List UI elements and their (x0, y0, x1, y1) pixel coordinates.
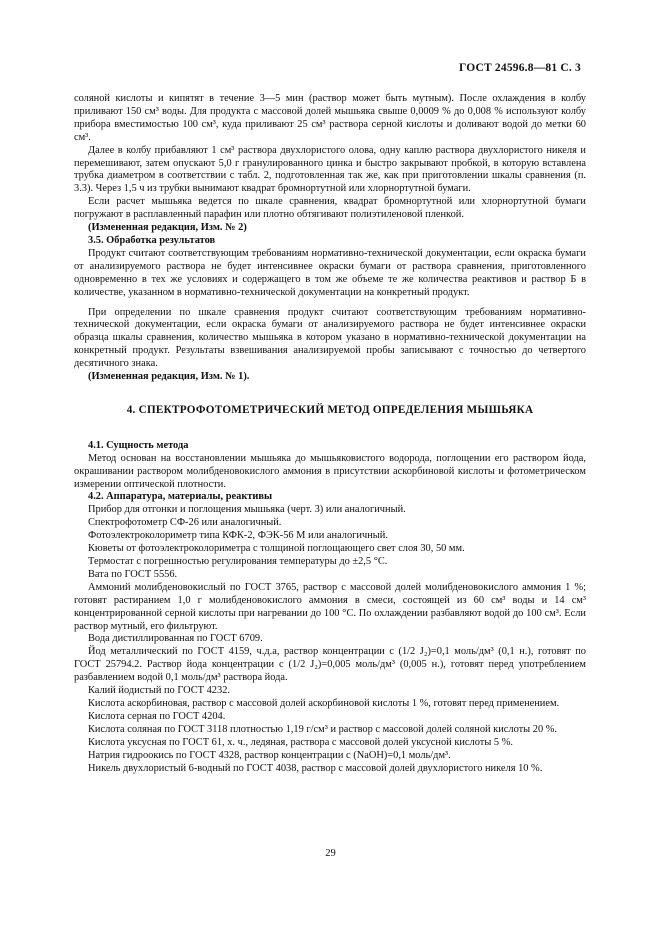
section-title: 4. СПЕКТРОФОТОМЕТРИЧЕСКИЙ МЕТОД ОПРЕДЕЛЕНИЯ МЫШЬЯКА (126, 403, 534, 416)
subheading: 4.1. Сущность метода (88, 439, 189, 451)
paragraph: Если расчет мышьяка ведется по шкале сравнения, квадрат бромнортутной или хлорнортутной бумаги погружают в расплавленный парафин или плотно обтягивают полиэтиленовой пленкой. (74, 196, 586, 221)
paragraph: Продукт считают соответствующим требованиям нормативно-технической документации, если окраска бумаги от анализируемого раствора не будет интенсивнее окраски бумаги от раствора сравнения, приготовленного одновременно в тех же условиях и содержащего в том же объеме те же количества реактивов и раствор Б в количестве, указанном в нормативно-технической документации на конкретный продукт. (74, 247, 586, 298)
page-number: 29 (325, 848, 336, 859)
paragraph: Натрия гидроокись по ГОСТ 4328, раствор концентрации с (NaOH)=0,1 моль/дм³. (88, 749, 451, 761)
paragraph: Калий йодистый по ГОСТ 4232. (88, 685, 230, 697)
paragraph: Вата по ГОСТ 5556. (88, 568, 178, 580)
page-header: ГОСТ 24596.8—81 С. 3 (458, 62, 581, 74)
subheading: (Измененная редакция, Изм. № 1). (88, 371, 250, 383)
paragraph: Йод металлический по ГОСТ 4159, ч.д.а, раствор концентрации с (1/2 J₂)=0,1 моль/дм³ (0,1 н.), готовят по ГОСТ 25794.2. Раствор йода концентрации с (1/2 J₂)=0,005 моль/дм³ (0,005 н.), готовят перед употреблением разбавлением водой 0,1 моль/дм³ раствора йода. (74, 646, 586, 684)
paragraph: Далее в колбу прибавляют 1 см³ раствора двухлористого олова, одну каплю раствора двухлористого никеля и перемешивают, затем опускают 5,0 г гранулированного цинка и быстро закрывают пробкой, в которую вставлена трубка диаметром в соответствии с табл. 2, подготовленная так же, как при приготовлении шкалы сравнения (п. 3.3). Через 1,5 ч из трубки вынимают квадрат бромнортутной или хлорнортутной бумаги. (74, 144, 586, 195)
subheading: 4.2. Аппаратура, материалы, реактивы (88, 491, 273, 503)
paragraph: соляной кислоты и кипятят в течение 3—5 мин (раствор может быть мутным). После охлаждения в колбу приливают 150 см³ воды. Для продукта с массовой долей мышьяка свыше 0,0009 % до 0,008 % используют колбу прибора вместимостью 100 см³, куда приливают 25 см³ раствора серной кислоты и доливают водой до метки 60 см³. (74, 93, 586, 143)
paragraph: Метод основан на восстановлении мышьяка до мышьяковистого водорода, поглощении его раствором йода, окрашивании раствором молибденовокислого аммония в присутствии аскорбиновой кислоты и фотометрическом измерении оптической плотности. (74, 452, 586, 490)
subheading: 3.5. Обработка результатов (88, 234, 216, 246)
section-3-continuation (74, 93, 586, 384)
paragraph: Аммоний молибденовокислый по ГОСТ 3765, раствор с массовой долей молибденовокислого аммония 1 %; готовят растиранием 1,0 г молибденовокислого аммония в смеси, состоящей из 60 см³ воды и 14 см³ концентрированной серной кислоты при нагревании до 100 °С. По охлаждении разбавляют водой до 100 см³. Если раствор мутный, его фильтруют. (74, 581, 586, 632)
paragraph: Фотоэлектроколориметр типа КФК-2, ФЭК-56 М или аналогичный. (88, 530, 388, 542)
document-body (74, 93, 586, 775)
paragraph: Никель двухлористый 6-водный по ГОСТ 4038, раствор с массовой долей двухлористого никеля 10 %. (88, 762, 543, 774)
subheading: (Измененная редакция, Изм. № 2) (88, 222, 247, 234)
paragraph: Вода дистиллированная по ГОСТ 6709. (88, 633, 263, 645)
section-4 (74, 440, 586, 776)
paragraph: Термостат с погрешностью регулирования температуры до ±2,5 °С. (88, 556, 388, 567)
paragraph: Кюветы от фотоэлектроколориметра с толщиной поглощающего свет слоя 30, 50 мм. (88, 543, 465, 555)
paragraph: Кислота аскорбиновая, раствор с массовой долей аскорбиновой кислоты 1 %, готовят перед применением. (88, 697, 560, 709)
paragraph: Кислота серная по ГОСТ 4204. (88, 710, 226, 722)
paragraph: Кислота уксусная по ГОСТ 61, х. ч., ледяная, раствора с массовой долей уксусной кислоты 5 %. (88, 736, 513, 748)
paragraph: Прибор для отгонки и поглощения мышьяка (черт. 3) или аналогичный. (88, 504, 406, 516)
paragraph: Спектрофотометр СФ-26 или аналогичный. (88, 517, 282, 529)
paragraph: При определении по шкале сравнения продукт считают соответствующим требованиям нормативно-технической документации, если окраска бумаги от анализируемого раствора не будет интенсивнее окраски образца шкалы сравнения, количество мышьяка в котором указано в нормативно-технической документации на конкретный продукт. Результаты взвешивания анализируемой пробы записывают с точностью до четвертого десятичного знака. (74, 306, 586, 370)
paragraph: Кислота соляная по ГОСТ 3118 плотностью 1,19 г/см³ и раствор с массовой долей соляной кислоты 20 %. (88, 723, 557, 735)
